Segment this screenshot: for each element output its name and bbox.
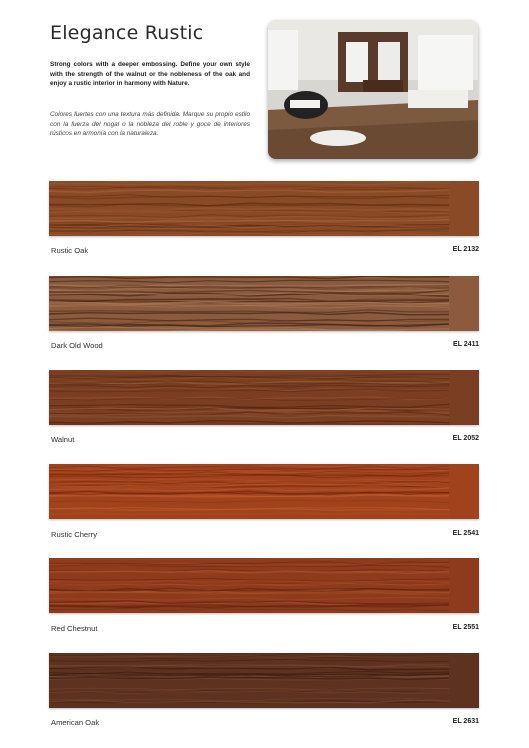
interior-photo <box>268 20 478 159</box>
product-code: EL 2411 <box>453 341 479 348</box>
product-code: EL 2541 <box>452 530 479 537</box>
product-name: American Oak <box>51 718 100 727</box>
product-code: EL 2052 <box>452 435 479 442</box>
swatch-walnut <box>49 370 479 425</box>
intro-english: Strong colors with a deeper embossing. Define your own style with the strength of the walnut or the nobleness of the oak and enjoy a rustic interior in harmony with Nature. <box>50 61 250 88</box>
product-name: Rustic Cherry <box>51 530 97 539</box>
swatch-red-chestnut <box>49 558 479 613</box>
page-title: Elegance Rustic <box>50 22 204 44</box>
product-code: EL 2132 <box>452 246 479 253</box>
product-name: Dark Old Wood <box>51 341 103 350</box>
product-code: EL 2551 <box>452 624 479 631</box>
product-name: Rustic Oak <box>51 246 89 255</box>
product-name: Walnut <box>51 435 75 444</box>
swatch-dark-old-wood <box>49 276 479 331</box>
product-name: Red Chestnut <box>51 624 98 633</box>
swatch-american-oak <box>49 653 479 708</box>
swatch-rustic-cherry <box>49 464 479 519</box>
product-code: EL 2631 <box>452 718 479 725</box>
intro-spanish: Colores fuertes con una textura más definida. Marque su propio estilo con la fuerza del nogal o la nobleza del roble y goce de interiores rústicos en armonía con la naturaleza. <box>50 111 250 138</box>
swatch-rustic-oak <box>49 181 479 236</box>
